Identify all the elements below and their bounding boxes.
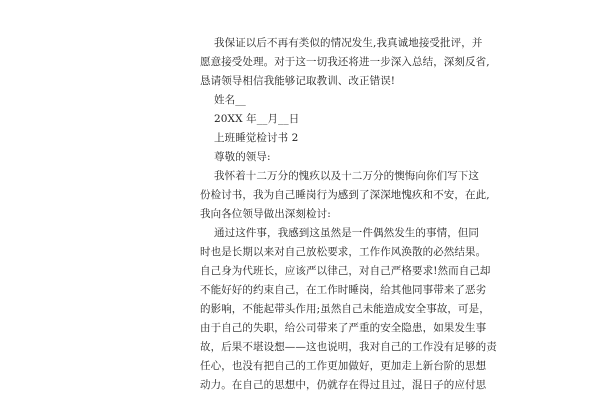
body-line: 由于自己的失职，给公司带来了严重的安全隐患，如果发生事 [200,322,487,334]
body-line: 的影响，不能起带头作用;虽然自己未能造成安全事故，可是， [200,303,490,315]
body-line: 时也是长期以来对自己放松要求，工作作风涣散的必然结果。 [200,246,487,258]
body-line: 恳请领导相信我能够记取教训、改正错误! [200,75,396,87]
section-title: 上班睡觉检讨书 2 [214,132,299,144]
body-line: 故，后果不堪设想——这也说明，我对自己的工作没有足够的责 [200,341,497,353]
body-line: 愿意接受处理。对于这一切我还将进一步深入总结，深刻反省, [200,56,490,68]
body-line: 我向各位领导做出深刻检讨: [200,208,331,220]
body-line: 我怀着十二万分的愧疚以及十二万分的懊悔向你们写下这 [214,170,479,182]
body-line: 不能好好的约束自己，在工作时睡岗，给其他同事带来了恶劣 [200,284,487,296]
body-line: 通过这件事，我感到这虽然是一件偶然发生的事情，但同 [214,227,479,239]
body-line: 份检讨书，我为自己睡岗行为感到了深深地愧疚和不安，在此, [200,189,490,201]
signature-date-line: 20XX 年__月__日 [214,113,300,125]
body-line: 自己身为代班长，应该严以律己，对自己严格要求!然而自己却 [200,265,491,277]
body-line: 任心，也没有把自己的工作更加做好，更加走上新台阶的思想 [200,360,487,372]
signature-name-line: 姓名__ [214,94,246,106]
salutation: 尊敬的领导: [214,151,271,163]
body-line: 动力。在自己的思想中，仍就存在得过且过，混日子的应付思 [200,379,487,391]
body-line: 我保证以后不再有类似的情况发生,我真诚地接受批评，并 [214,37,483,49]
